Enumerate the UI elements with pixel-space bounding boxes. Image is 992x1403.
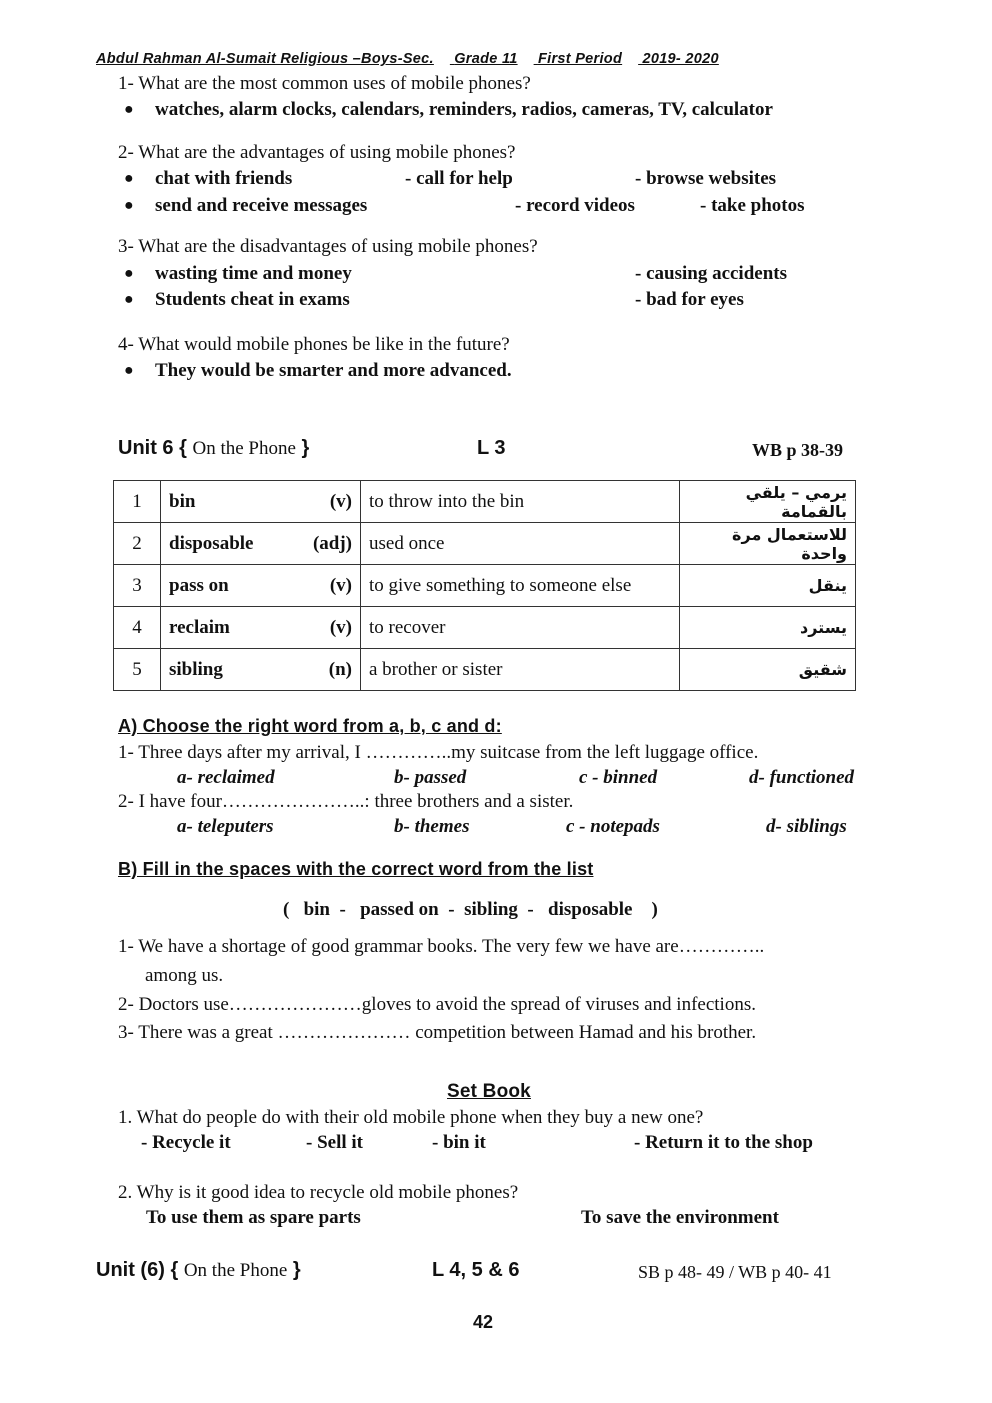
arabic-translation: شقيق [680, 649, 856, 691]
arabic-translation: ينقل [680, 565, 856, 607]
unit-title: On the Phone [183, 1260, 288, 1281]
unit-title: On the Phone [192, 438, 296, 459]
word-list: ( bin - passed on - sibling - disposable ) [283, 899, 658, 920]
brace-open: { [170, 1259, 179, 1281]
option: b- themes [394, 816, 470, 837]
section-b-title: B) Fill in the spaces with the correct word from the list [118, 859, 594, 879]
question-4: 4- What would mobile phones be like in the future? [118, 334, 510, 355]
part-of-speech: (v) [329, 574, 352, 596]
answer-2-item: chat with friends [155, 168, 293, 189]
arabic-translation: يرمي – يلقي بالقمامة [680, 481, 856, 523]
lesson-label: L 3 [477, 437, 506, 459]
row-number: 1 [114, 481, 161, 523]
arabic-translation: يسترد [680, 607, 856, 649]
vocab-word: bin [169, 490, 196, 512]
question-3: 3- What are the disadvantages of using mobile phones? [118, 236, 538, 257]
option: b- passed [394, 767, 467, 788]
answer-2-item: - record videos [515, 195, 635, 216]
set-book-answer: - Return it to the shop [634, 1132, 813, 1153]
vocab-word-cell [161, 649, 361, 691]
bullet-icon: ● [124, 291, 134, 308]
set-book-question-1: 1. What do people do with their old mobile phone when they buy a new one? [118, 1107, 704, 1128]
fill-sentence: 2- Doctors use…………………gloves to avoid the spread of viruses and infections. [118, 994, 756, 1015]
bullet-icon: ● [124, 362, 134, 379]
question-2: 2- What are the advantages of using mobile phones? [118, 142, 516, 163]
row-number: 5 [114, 649, 161, 691]
answer-2-item: - browse websites [635, 168, 777, 189]
option: c - binned [579, 767, 658, 788]
option: d- functioned [749, 767, 855, 788]
set-book-answer: To use them as spare parts [146, 1207, 361, 1228]
school-year: 2019- 2020 [642, 51, 719, 67]
set-book-question-2: 2. Why is it good idea to recycle old mobile phones? [118, 1182, 519, 1203]
part-of-speech: (adj) [312, 532, 352, 554]
part-of-speech: (v) [329, 616, 352, 638]
vocab-word-cell [161, 607, 361, 649]
bullet-icon: ● [124, 170, 134, 187]
period: First Period [537, 51, 623, 67]
set-book-answer: - bin it [432, 1132, 486, 1153]
part-of-speech: (v) [329, 490, 352, 512]
vocab-word: reclaim [169, 616, 230, 638]
option: a- teleputers [177, 816, 274, 837]
definition: to throw into the bin [361, 481, 680, 523]
document-header [96, 51, 719, 67]
fill-sentence-cont: among us. [145, 965, 224, 986]
bullet-icon: ● [124, 101, 134, 118]
table-row [114, 607, 856, 649]
answer-3-item: wasting time and money [155, 263, 352, 284]
arabic-translation: للاستعمال مرة واحدة [680, 523, 856, 565]
question-1: 1- What are the most common uses of mobile phones? [118, 73, 531, 94]
answer-3-item: - bad for eyes [635, 289, 744, 310]
school-name: Abdul Rahman Al-Sumait Religious –Boys-Sec. [96, 51, 434, 67]
table-row [114, 523, 856, 565]
fill-sentence: 3- There was a great ………………… competition between Hamad and his brother. [118, 1022, 757, 1043]
definition: to recover [361, 607, 680, 649]
brace-close: } [292, 1259, 301, 1281]
definition: a brother or sister [361, 649, 680, 691]
vocab-word-cell [161, 565, 361, 607]
row-number: 3 [114, 565, 161, 607]
option: a- reclaimed [177, 767, 275, 788]
unit-heading [96, 1259, 301, 1282]
table-row [114, 565, 856, 607]
answer-4: They would be smarter and more advanced. [155, 360, 512, 381]
row-number: 4 [114, 607, 161, 649]
set-book-answer: - Recycle it [141, 1132, 231, 1153]
grade: Grade 11 [454, 51, 518, 67]
answer-3-item: - causing accidents [635, 263, 787, 284]
vocab-word: pass on [169, 574, 229, 596]
section-a-title: A) Choose the right word from a, b, c and d: [118, 716, 502, 736]
vocabulary-table [113, 480, 856, 691]
unit-heading [118, 437, 309, 460]
answer-2-item: send and receive messages [155, 195, 368, 216]
book-ref: SB p 48- 49 / WB p 40- 41 [638, 1262, 832, 1282]
answer-2-item: - take photos [700, 195, 805, 216]
set-book-answer: To save the environment [581, 1207, 779, 1228]
definition: used once [361, 523, 680, 565]
vocab-word-cell [161, 523, 361, 565]
brace-open: { [179, 437, 187, 459]
table-row [114, 481, 856, 523]
row-number: 2 [114, 523, 161, 565]
page-number: 42 [473, 1312, 494, 1332]
vocab-word: disposable [169, 532, 254, 554]
vocab-word: sibling [169, 658, 223, 680]
bullet-icon: ● [124, 197, 134, 214]
bullet-icon: ● [124, 265, 134, 282]
unit-number: Unit 6 [118, 437, 174, 459]
workbook-ref: WB p 38-39 [752, 440, 844, 460]
brace-close: } [301, 437, 310, 459]
table-row [114, 649, 856, 691]
answer-3-item: Students cheat in exams [155, 289, 350, 310]
option: d- siblings [766, 816, 847, 837]
vocab-word-cell [161, 481, 361, 523]
fill-sentence: 1- We have a shortage of good grammar books. The very few we have are………….. [118, 936, 765, 957]
option: c - notepads [566, 816, 660, 837]
exercise-sentence: 2- I have four…………………..: three brothers and a sister. [118, 791, 574, 812]
set-book-title: Set Book [447, 1081, 531, 1102]
exercise-sentence: 1- Three days after my arrival, I …………..my suitcase from the left luggage office. [118, 742, 759, 763]
part-of-speech: (n) [328, 658, 352, 680]
unit-number: Unit (6) [96, 1259, 165, 1281]
lesson-label: L 4, 5 & 6 [432, 1259, 520, 1281]
set-book-answer: - Sell it [306, 1132, 363, 1153]
answer-2-item: - call for help [405, 168, 513, 189]
answer-1: watches, alarm clocks, calendars, reminders, radios, cameras, TV, calculator [155, 99, 773, 120]
definition: to give something to someone else [361, 565, 680, 607]
